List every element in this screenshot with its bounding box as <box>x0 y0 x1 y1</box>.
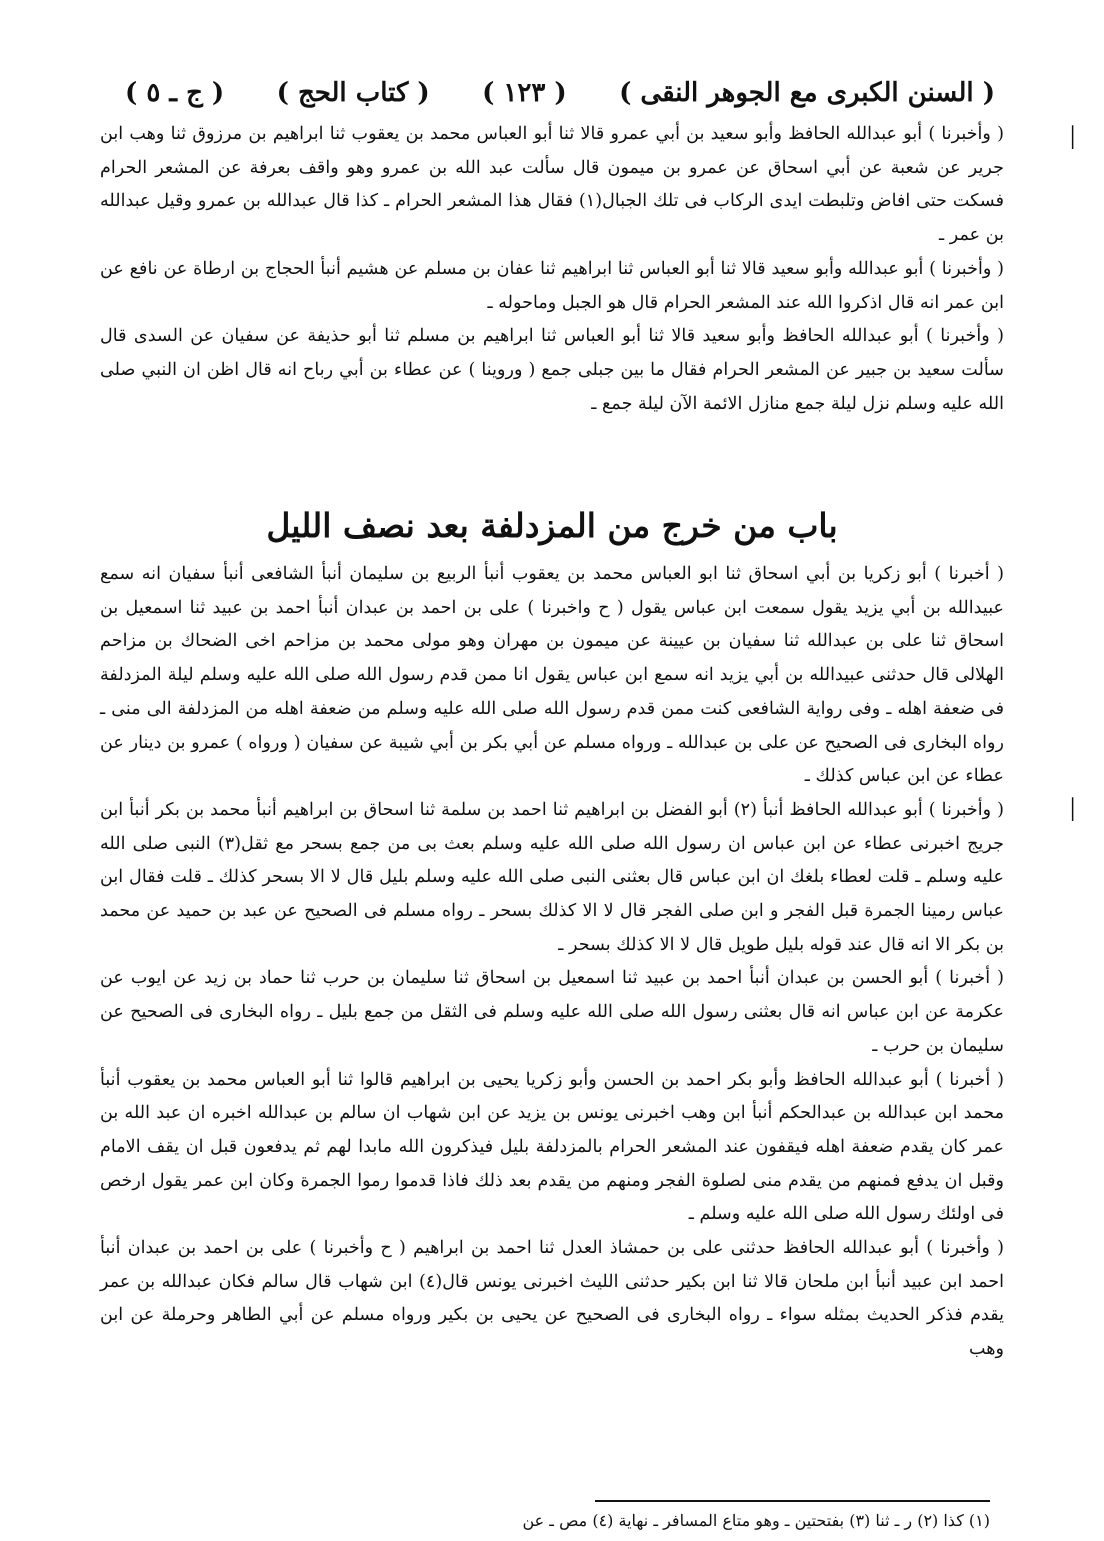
hadith-paragraph: ( أخبرنا ) أبو الحسن بن عبدان أنبأ احمد بن عبيد ثنا اسمعيل بن اسحاق ثنا سليمان بن حرب ثنا حماد بن زيد عن ايوب عن عكرمة عن ابن عباس انه قال بعثنى رسول الله صلى الله عليه وسلم فى الثقل من جمع بليل ـ رواه البخارى فى الصحيح عن سليمان بن حرب ـ <box>100 968 1004 1056</box>
hadith-paragraph: ( وأخبرنا ) أبو عبدالله الحافظ وأبو سعيد قالا ثنا أبو العباس ثنا ابراهيم بن مسلم ثنا أبو حذيفة عن سفيان عن السدى قال سألت سعيد بن جبير عن المشعر الحرام فقال ما بين جبلى جمع ( وروينا ) عن عطاء بن أبي رباح انه قال اظن ان النبي صلى الله عليه وسلم نزل ليلة جمع منازل الائمة الآن ليلة جمع ـ <box>100 326 1004 414</box>
header-book-title: ( السنن الكبرى مع الجوهر النقى ) <box>619 78 995 108</box>
margin-mark: ׀ <box>1067 126 1079 150</box>
margin-mark: ׀ <box>1067 798 1079 822</box>
hadith-paragraph: ( وأخبرنا ) أبو عبدالله الحافظ حدثنى على بن حمشاذ العدل ثنا احمد بن ابراهيم ( ح وأخبرنا ) على بن احمد بن عبدان أنبأ احمد ابن عبيد أنبأ ابن ملحان قالا ثنا ابن بكير حدثنى الليث اخبرنى يونس قال(٤) ابن شهاب قال سالم فكان عبدالله بن عمر يقدم فذكر الحديث بمثله سواء ـ رواه البخارى فى الصحيح عن يحيى بن بكير ورواه مسلم عن أبي الطاهر وحرملة عن ابن وهب <box>100 1238 1005 1360</box>
section-chapter-body <box>100 558 1004 1367</box>
hadith-paragraph: ( وأخبرنا ) أبو عبدالله وأبو سعيد قالا ثنا أبو العباس ثنا ابراهيم ثنا عفان بن مسلم عن هشيم أنبأ الحجاج بن ارطاة عن نافع عن ابن عمر انه قال اذكروا الله عند المشعر الحرام قال هو الجبل وماحوله ـ <box>100 258 1004 313</box>
header-kitab: ( كتاب الحج ) <box>276 78 430 108</box>
header-page-number: ( ١٢٣ ) <box>482 78 567 108</box>
hadith-paragraph: ( أخبرنا ) أبو زكريا بن أبي اسحاق ثنا ابو العباس محمد بن يعقوب أنبأ الربيع بن سليمان أنبأ الشافعى أنبأ سفيان انه سمع عبيدالله بن أبي يزيد يقول سمعت ابن عباس يقول ( ح واخبرنا ) على بن احمد بن عبدان أنبأ احمد بن عبيد ثنا اسمعيل بن اسحاق ثنا على بن عبدالله ثنا سفيان بن عيينة عن ميمون بن مهران وهو مولى محمد بن مزاحم اخى الضحاك بن مزاحم الهلالى قال حدثنى عبيدالله بن أبي يزيد انه سمع ابن عباس يقول انا ممن قدم رسول الله صلى الله عليه وسلم ليلة المزدلفة فى ضعفة اهله ـ وفى رواية الشافعى كنت ممن قدم رسول الله صلى الله عليه وسلم من ضعفة اهله من المزدلفة الى منى ـ رواه البخارى فى الصحيح عن على بن عبدالله ـ ورواه مسلم عن أبي بكر بن أبي شيبة عن سفيان ( ورواه ) عمرو بن دينار عن عطاء عن ابن عباس كذلك ـ <box>100 564 1004 787</box>
hadith-paragraph: ( وأخبرنا ) أبو عبدالله الحافظ وأبو سعيد بن أبي عمرو قالا ثنا أبو العباس محمد بن يعقوب ثنا ابراهيم بن مرزوق ثنا وهب ابن جرير عن شعبة عن أبي اسحاق عن عمرو بن ميمون قال سألت عبد الله بن عمرو وهو واقف بعرفة عن المشعر الحرام فسكت حتى افاض وتلبطت ايدى الركاب فى تلك الجبال(١) فقال هذا المشعر الحرام ـ كذا قال عبدالله بن عمرو وقيل عبدالله بن عمر ـ <box>100 124 1004 246</box>
page-header <box>125 70 995 116</box>
footnotes: (١) كذا (٢) ر ـ ثنا (٣) بفتحتين ـ وهو متاع المسافر ـ نهاية (٤) مص ـ عن <box>522 1511 990 1530</box>
header-volume: ( ج ـ ٥ ) <box>125 78 225 108</box>
section-before-chapter <box>100 118 1004 421</box>
hadith-paragraph: ( وأخبرنا ) أبو عبدالله الحافظ أنبأ (٢) أبو الفضل بن ابراهيم ثنا احمد بن سلمة ثنا اسحاق بن ابراهيم أنبأ محمد بن بكر أنبأ ابن جريج اخبرنى عطاء عن ابن عباس ان رسول الله صلى الله عليه وسلم بعث بى من جمع بسحر مع ثقل(٣) النبى صلى الله عليه وسلم ـ قلت لعطاء بلغك ان ابن عباس قال بعثنى النبى صلى الله عليه وسلم بليل قال لا الا بسحر كذلك ـ قلت فقال ابن عباس رمينا الجمرة قبل الفجر و ابن صلى الفجر قال لا الا كذلك بسحر ـ رواه مسلم فى الصحيح عن عبد بن حميد عن محمد بن بكر الا انه قال عند قوله بليل طويل قال لا الا كذلك بسحر ـ <box>100 799 1004 955</box>
hadith-paragraph: ( أخبرنا ) أبو عبدالله الحافظ وأبو بكر احمد بن الحسن وأبو زكريا يحيى بن ابراهيم قالوا ثنا أبو العباس محمد بن يعقوب أنبأ محمد ابن عبدالله بن عبدالحكم أنبأ ابن وهب اخبرنى يونس بن يزيد عن ابن شهاب ان سالم بن عبدالله اخبره ان عبد الله بن عمر كان يقدم ضعفة اهله فيقفون عند المشعر الحرام بالمزدلفة بليل فيذكرون الله مابدا لهم ثم يدفعون قبل ان يقف الامام وقبل ان يدفع فمنهم من يقدم منى لصلوة الفجر ومنهم من يقدم بعد ذلك فاذا قدموا رموا الجمرة وكان ابن عمر يقول ارخص فى اولئك رسول الله صلى الله عليه وسلم ـ <box>100 1069 1004 1225</box>
footnote-divider <box>595 1500 990 1502</box>
chapter-title: باب من خرج من المزدلفة بعد نصف الليل <box>266 506 838 545</box>
